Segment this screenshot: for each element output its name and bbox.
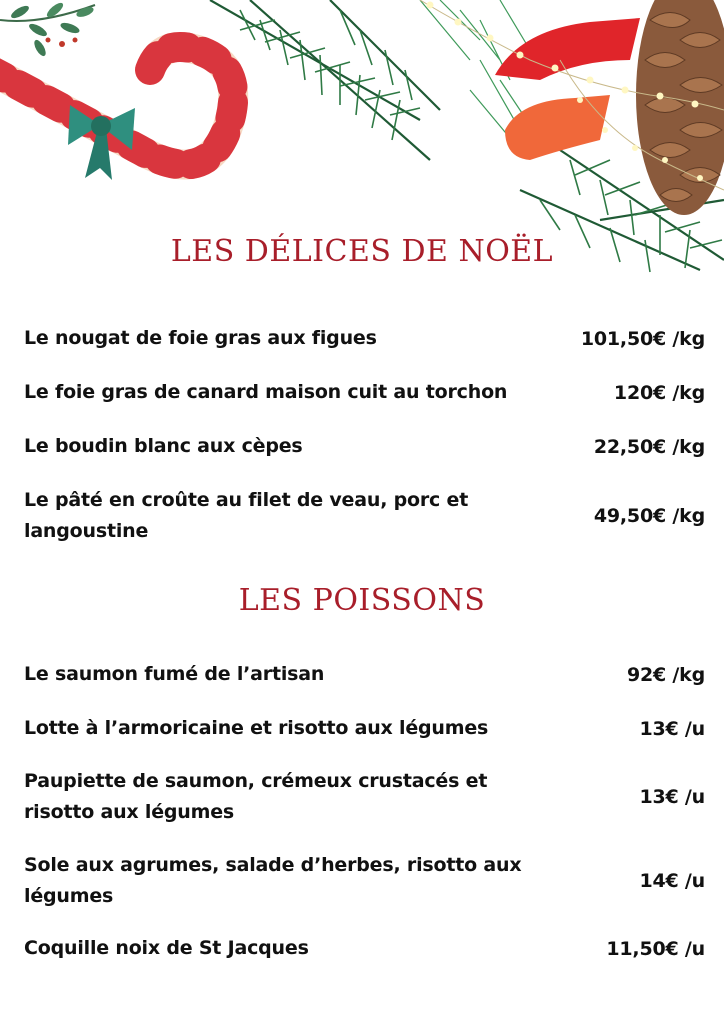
item-name: Coquille noix de St Jacques: [24, 937, 309, 959]
pine-cone-icon: [636, 0, 724, 215]
holly-branch-icon: [0, 1, 95, 58]
item-name: Le nougat de foie gras aux figues: [24, 327, 377, 349]
item-price: 11,50€ /u: [606, 937, 705, 960]
menu-item: [24, 933, 705, 964]
item-name: Le pâté en croûte au filet de veau, porc et langoustine: [24, 489, 469, 542]
candy-cane-icon: [0, 47, 233, 180]
section-title-poissons: LES POISSONS: [238, 583, 486, 618]
item-name: Sole aux agrumes, salade d’herbes, risotto aux légumes: [24, 854, 522, 907]
menu-item: [24, 850, 705, 912]
menu-item: [24, 431, 705, 462]
item-price: 120€ /kg: [613, 381, 705, 404]
menu-item: [24, 659, 705, 690]
item-price: 22,50€ /kg: [593, 435, 705, 458]
item-price: 49,50€ /kg: [593, 505, 705, 527]
section-title-delices: LES DÉLICES DE NOËL: [170, 234, 554, 269]
menu-item: [24, 485, 705, 547]
item-name: Le foie gras de canard maison cuit au torchon: [24, 381, 508, 403]
menu-item: [24, 323, 705, 354]
item-price: 13€ /u: [639, 717, 705, 740]
item-price: 14€ /u: [639, 870, 705, 892]
menu-item: [24, 377, 705, 408]
item-price: 13€ /u: [639, 786, 705, 808]
item-name: Lotte à l’armoricaine et risotto aux légumes: [24, 717, 489, 739]
menu-item: [24, 713, 705, 744]
item-price: 92€ /kg: [626, 663, 705, 686]
item-name: Le boudin blanc aux cèpes: [24, 435, 303, 457]
item-price: 101,50€ /kg: [580, 327, 705, 350]
item-name: Paupiette de saumon, crémeux crustacés et risotto aux légumes: [24, 770, 488, 823]
menu-item: [24, 766, 705, 828]
item-name: Le saumon fumé de l’artisan: [24, 663, 325, 685]
